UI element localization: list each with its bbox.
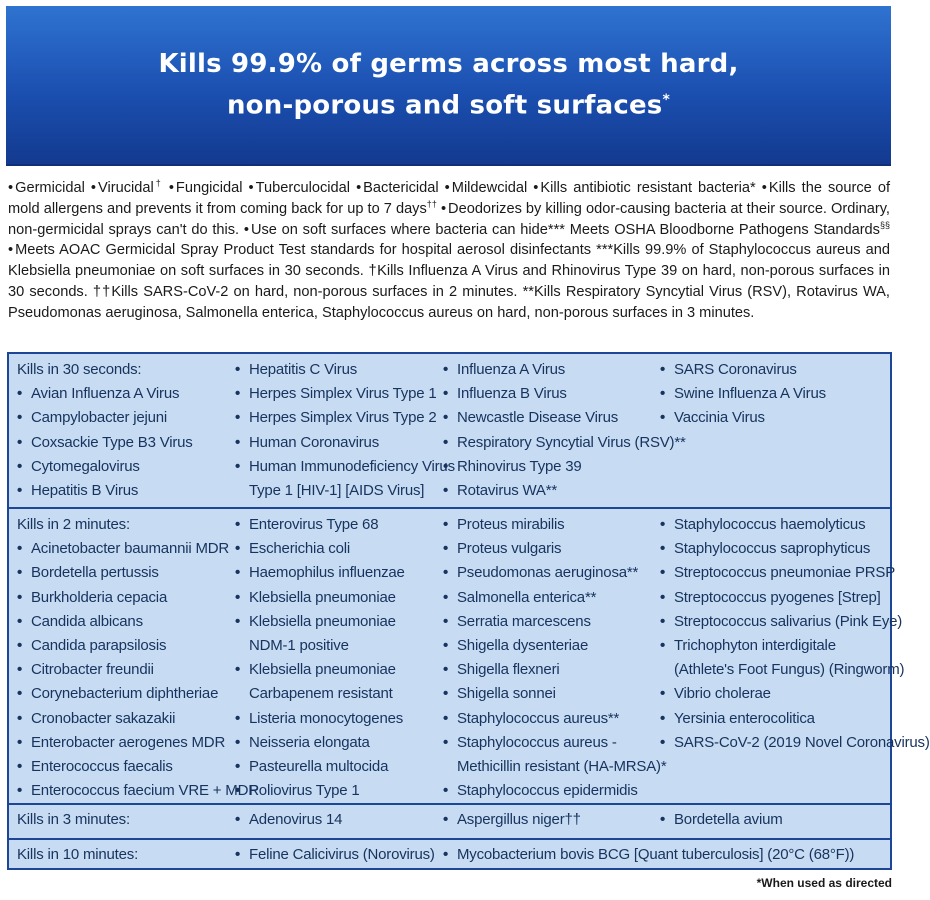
row-heading: Kills in 10 minutes: bbox=[17, 846, 139, 863]
table-column bbox=[443, 358, 686, 503]
germ-item-swine-influenza-a-virus: • Swine Influenza A Virus bbox=[660, 382, 826, 406]
claim-germicidal: • Germicidal bbox=[8, 180, 85, 196]
germ-item-athlete-s-foot-fungus-ringworm: (Athlete's Foot Fungus) (Ringworm) bbox=[674, 661, 905, 679]
germ-item-pasteurella-multocida: • Pasteurella multocida bbox=[235, 755, 405, 779]
germ-item-citrobacter-freundii: • Citrobacter freundii bbox=[17, 658, 259, 682]
germ-item-enterovirus-type-68: • Enterovirus Type 68 bbox=[235, 513, 405, 537]
germ-item-carbapenem-resistant: Carbapenem resistant bbox=[249, 685, 393, 703]
table-column bbox=[443, 513, 666, 803]
germ-item-klebsiella-pneumoniae: • Klebsiella pneumoniae bbox=[235, 658, 405, 682]
germ-item-methicillin-resistant-ha-mrsa: Methicillin resistant (HA-MRSA)* bbox=[457, 758, 667, 776]
germ-item-influenza-b-virus: • Influenza B Virus bbox=[443, 382, 686, 406]
table-row bbox=[9, 354, 890, 507]
germ-item-bordetella-avium: • Bordetella avium bbox=[660, 808, 783, 832]
table-column bbox=[17, 513, 259, 803]
table-row bbox=[9, 507, 930, 805]
claim-soft-surfaces: • Use on soft surfaces where bacteria can hide*** bbox=[244, 222, 565, 238]
table-column bbox=[660, 358, 826, 431]
germ-item-human-coronavirus: • Human Coronavirus bbox=[235, 431, 455, 455]
germ-item-enterococcus-faecium-vre-mdr: • Enterococcus faecium VRE + MDR bbox=[17, 779, 259, 803]
table-column bbox=[660, 513, 930, 755]
intro-footnote-1: ***Kills 99.9% of Staphylococcus aureus and Klebsiella pneumoniae on soft surfaces in 30 seconds. bbox=[8, 242, 890, 280]
claim-osha-text: Meets OSHA Bloodborne Pathogens Standards bbox=[569, 221, 880, 238]
germ-item-hepatitis-c-virus: • Hepatitis C Virus bbox=[235, 358, 455, 382]
table-column bbox=[235, 808, 342, 832]
germ-item-rhinovirus-type-39: • Rhinovirus Type 39 bbox=[443, 455, 686, 479]
claim-mildewcidal: • Mildewcidal bbox=[445, 180, 528, 196]
germ-item-sars-cov-2-2019-novel-coronavirus: • SARS-CoV-2 (2019 Novel Coronavirus) bbox=[660, 731, 930, 755]
germ-item-mycobacterium-bovis-bcg-quant-tuberculos: • Mycobacterium bovis BCG [Quant tuberculosis] (20°C (68°F)) bbox=[443, 843, 854, 867]
germ-item-herpes-simplex-virus-type-2: • Herpes Simplex Virus Type 2 bbox=[235, 406, 455, 430]
headline-banner bbox=[6, 6, 891, 166]
claim-deodorizes: • Deodorizes by killing odor-causing bacteria at their source. Ordinary, non-germicidal sprays can't do this. bbox=[8, 201, 890, 238]
claim-antibiotic-resistant: • Kills antibiotic resistant bacteria* bbox=[533, 180, 755, 196]
germ-item-acinetobacter-baumannii-mdr: • Acinetobacter baumannii MDR bbox=[17, 537, 259, 561]
germ-item-enterococcus-faecalis: • Enterococcus faecalis bbox=[17, 755, 259, 779]
germ-item-staphylococcus-epidermidis: • Staphylococcus epidermidis bbox=[443, 779, 666, 803]
germ-item-yersinia-enterocolitica: • Yersinia enterocolitica bbox=[660, 707, 930, 731]
germ-item-coxsackie-type-b3-virus: • Coxsackie Type B3 Virus bbox=[17, 431, 193, 455]
germ-item-burkholderia-cepacia: • Burkholderia cepacia bbox=[17, 586, 259, 610]
germ-item-proteus-mirabilis: • Proteus mirabilis bbox=[443, 513, 666, 537]
germ-item-listeria-monocytogenes: • Listeria monocytogenes bbox=[235, 707, 405, 731]
germ-item-streptococcus-pneumoniae-prsp: • Streptococcus pneumoniae PRSP bbox=[660, 561, 930, 585]
germ-item-vaccinia-virus: • Vaccinia Virus bbox=[660, 406, 826, 430]
germ-item-poliovirus-type-1: • Poliovirus Type 1 bbox=[235, 779, 405, 803]
table-column bbox=[17, 358, 193, 503]
germ-item-escherichia-coli: • Escherichia coli bbox=[235, 537, 405, 561]
germ-item-corynebacterium-diphtheriae: • Corynebacterium diphtheriae bbox=[17, 682, 259, 706]
germ-item-human-immunodeficiency-virus: • Human Immunodeficiency Virus bbox=[235, 455, 455, 479]
virucidal-mark: † bbox=[153, 178, 163, 189]
intro-paragraph bbox=[8, 178, 890, 324]
germ-item-serratia-marcescens: • Serratia marcescens bbox=[443, 610, 666, 634]
row-heading: Kills in 3 minutes: bbox=[17, 811, 130, 828]
germ-item-candida-albicans: • Candida albicans bbox=[17, 610, 259, 634]
germ-item-haemophilus-influenzae: • Haemophilus influenzae bbox=[235, 561, 405, 585]
germ-item-avian-influenza-a-virus: • Avian Influenza A Virus bbox=[17, 382, 193, 406]
table-column bbox=[17, 808, 130, 832]
germ-item-herpes-simplex-virus-type-1: • Herpes Simplex Virus Type 1 bbox=[235, 382, 455, 406]
table-column bbox=[17, 843, 138, 867]
germ-item-hepatitis-b-virus: • Hepatitis B Virus bbox=[17, 479, 193, 503]
germ-item-influenza-a-virus: • Influenza A Virus bbox=[443, 358, 686, 382]
headline-line-1: Kills 99.9% of germs across most hard, bbox=[158, 49, 739, 80]
germ-item-staphylococcus-aureus: • Staphylococcus aureus** bbox=[443, 707, 666, 731]
germ-item-bordetella-pertussis: • Bordetella pertussis bbox=[17, 561, 259, 585]
germ-item-salmonella-enterica: • Salmonella enterica** bbox=[443, 586, 666, 610]
germ-item-pseudomonas-aeruginosa: • Pseudomonas aeruginosa** bbox=[443, 561, 666, 585]
intro-footnote-3: ††Kills SARS-CoV-2 on hard, non-porous surfaces in 2 minutes. bbox=[92, 283, 518, 300]
claim-bactericidal: • Bactericidal bbox=[356, 180, 439, 196]
germ-item-candida-parapsilosis: • Candida parapsilosis bbox=[17, 634, 259, 658]
germ-item-staphylococcus-haemolyticus: • Staphylococcus haemolyticus bbox=[660, 513, 930, 537]
days-mark: †† bbox=[426, 198, 437, 209]
germ-item-aspergillus-niger: • Aspergillus niger†† bbox=[443, 808, 581, 832]
table-column bbox=[235, 843, 435, 867]
claim-fungicidal: • Fungicidal bbox=[169, 180, 243, 196]
germ-item-sars-coronavirus: • SARS Coronavirus bbox=[660, 358, 826, 382]
table-row bbox=[9, 803, 890, 840]
claim-aoac: • Meets AOAC Germicidal Spray Product Test standards for hospital aerosol disinfectants bbox=[8, 242, 591, 258]
germ-item-ndm-1-positive: NDM-1 positive bbox=[249, 637, 349, 655]
table-column bbox=[443, 808, 581, 832]
intro-footnote-4: **Kills Respiratory Syncytial Virus (RSV), Rotavirus WA, Pseudomonas aeruginosa, Salmonella enterica, Staphylococcus aureus on hard, non-porous surfaces in 3 minutes. bbox=[8, 283, 890, 321]
germ-item-neisseria-elongata: • Neisseria elongata bbox=[235, 731, 405, 755]
germ-item-vibrio-cholerae: • Vibrio cholerae bbox=[660, 682, 930, 706]
claim-osha bbox=[569, 219, 890, 238]
germ-item-enterobacter-aerogenes-mdr: • Enterobacter aerogenes MDR bbox=[17, 731, 259, 755]
germ-item-campylobacter-jejuni: • Campylobacter jejuni bbox=[17, 406, 193, 430]
table-column bbox=[443, 843, 854, 867]
claim-mold-text: Kills the source of mold allergens and prevents it from coming back for up to 7 days bbox=[8, 180, 891, 217]
germ-item-shigella-sonnei: • Shigella sonnei bbox=[443, 682, 666, 706]
table-column bbox=[235, 358, 455, 503]
germ-item-respiratory-syncytial-virus-rsv: • Respiratory Syncytial Virus (RSV)** bbox=[443, 431, 686, 455]
germ-item-adenovirus-14: • Adenovirus 14 bbox=[235, 808, 342, 832]
germ-item-streptococcus-pyogenes-strep: • Streptococcus pyogenes [Strep] bbox=[660, 586, 930, 610]
claim-tuberculocidal: • Tuberculocidal bbox=[249, 180, 350, 196]
germ-item-cronobacter-sakazakii: • Cronobacter sakazakii bbox=[17, 707, 259, 731]
claim-virucidal bbox=[91, 180, 163, 196]
when-used-footnote: *When used as directed bbox=[756, 876, 892, 890]
germ-item-klebsiella-pneumoniae: • Klebsiella pneumoniae bbox=[235, 586, 405, 610]
germ-item-rotavirus-wa: • Rotavirus WA** bbox=[443, 479, 686, 503]
germ-item-shigella-dysenteriae: • Shigella dysenteriae bbox=[443, 634, 666, 658]
germ-item-shigella-flexneri: • Shigella flexneri bbox=[443, 658, 666, 682]
germ-item-streptococcus-salivarius-pink-eye: • Streptococcus salivarius (Pink Eye) bbox=[660, 610, 930, 634]
osha-mark: §§ bbox=[879, 219, 890, 230]
headline-line-2-text: non-porous and soft surfaces bbox=[226, 90, 663, 121]
germ-item-klebsiella-pneumoniae: • Klebsiella pneumoniae bbox=[235, 610, 405, 634]
table-column bbox=[235, 513, 405, 803]
germ-kill-table bbox=[7, 352, 930, 870]
germ-item-type-1-hiv-1-aids-virus: Type 1 [HIV-1] [AIDS Virus] bbox=[249, 482, 425, 500]
claim-virucidal-text: Virucidal bbox=[98, 180, 154, 196]
table-row bbox=[9, 838, 890, 873]
germ-item-proteus-vulgaris: • Proteus vulgaris bbox=[443, 537, 666, 561]
germ-item-staphylococcus-saprophyticus: • Staphylococcus saprophyticus bbox=[660, 537, 930, 561]
germ-item-feline-calicivirus-norovirus: • Feline Calicivirus (Norovirus) bbox=[235, 843, 435, 867]
row-heading: Kills in 30 seconds: bbox=[17, 361, 142, 378]
table-column bbox=[660, 808, 783, 832]
headline-line-2 bbox=[227, 82, 670, 124]
germ-item-newcastle-disease-virus: • Newcastle Disease Virus bbox=[443, 406, 686, 430]
headline-mark: * bbox=[662, 92, 671, 109]
germ-item-trichophyton-interdigitale: • Trichophyton interdigitale bbox=[660, 634, 930, 658]
germ-item-cytomegalovirus: • Cytomegalovirus bbox=[17, 455, 193, 479]
germ-item-staphylococcus-aureus: • Staphylococcus aureus - bbox=[443, 731, 666, 755]
intro-footnote-2: †Kills Influenza A Virus and Rhinovirus Type 39 on hard, non-porous surfaces in 30 seconds. bbox=[8, 263, 890, 300]
row-heading: Kills in 2 minutes: bbox=[17, 516, 130, 533]
